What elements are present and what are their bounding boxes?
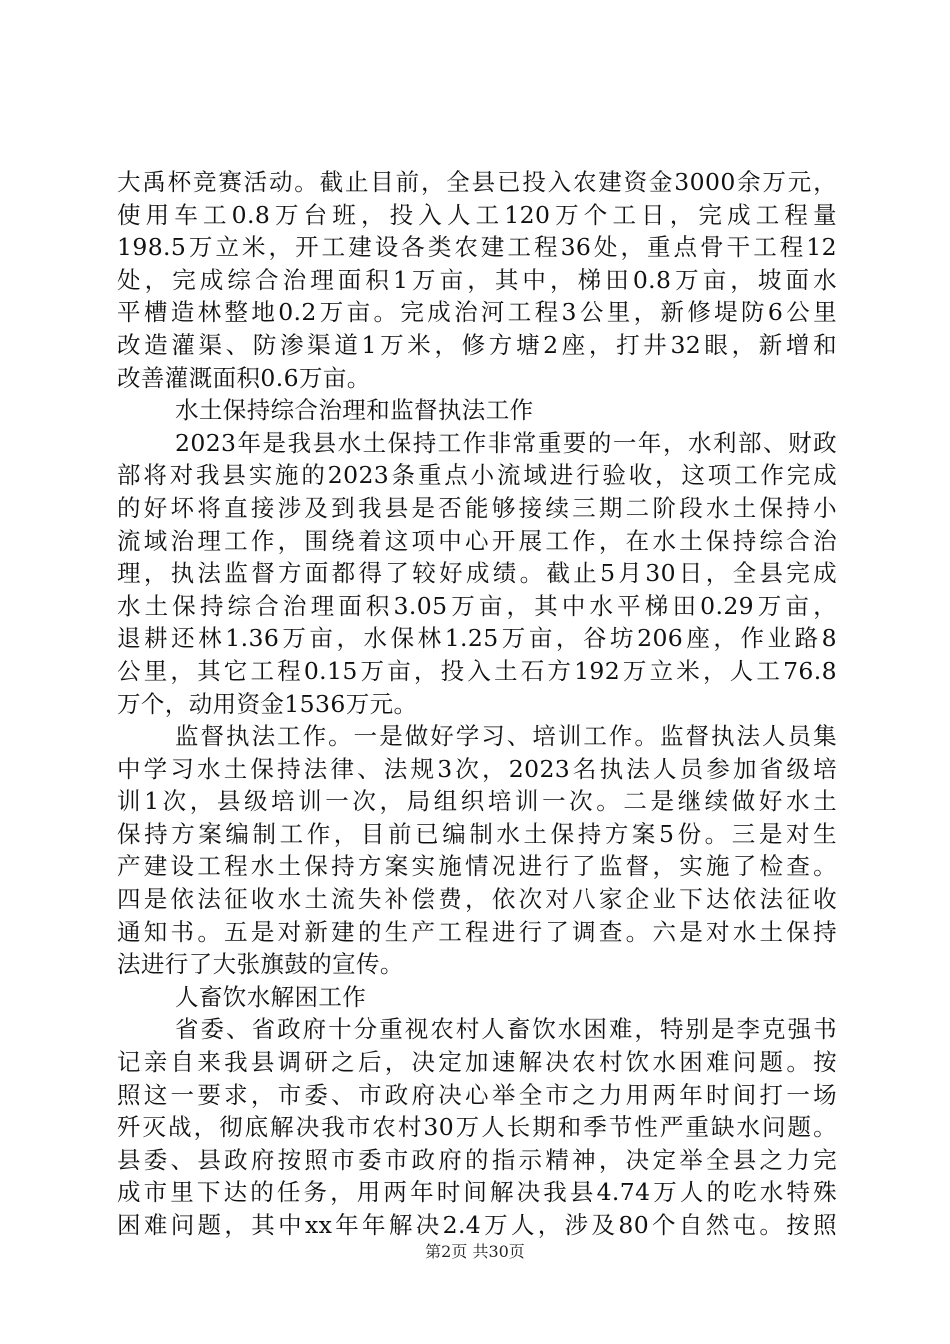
text-line: 记亲自来我县调研之后，决定加速解决农村饮水困难问题。按 (117, 1048, 837, 1077)
text-line: 保持方案编制工作，目前已编制水土保持方案5份。三是对生 (117, 819, 837, 848)
text-line: 平槽造林整地0.2万亩。完成治河工程3公里，新修堤防6公里 (117, 298, 837, 327)
text-line: 改善灌溉面积0.6万亩。 (117, 363, 371, 392)
document-body (117, 166, 837, 1242)
text-line: 成市里下达的任务，用两年时间解决我县4.74万人的吃水特殊 (117, 1178, 837, 1207)
text-line: 大禹杯竞赛活动。截止目前，全县已投入农建资金3000余万元， (117, 168, 837, 196)
para-farmland-construction (117, 166, 837, 394)
text-line: 困难问题，其中xx年年解决2.4万人，涉及80个自然屯。按照 (117, 1211, 837, 1239)
text-line: 水土保持综合治理面积3.05万亩，其中水平梯田0.29万亩， (117, 591, 837, 620)
text-line: 训1次，县级培训一次，局组织培训一次。二是继续做好水土 (117, 787, 837, 816)
section-heading: 人畜饮水解困工作 (175, 982, 367, 1011)
text-line: 流域治理工作，围绕着这项中心开展工作，在水土保持综合治 (117, 526, 837, 555)
heading-drinking-water (117, 981, 837, 1014)
para-drinking-water (117, 1013, 837, 1241)
text-line: 理，执法监督方面都得了较好成绩。截止5月30日，全县完成 (117, 559, 837, 588)
text-line: 县委、县政府按照市委市政府的指示精神，决定举全县之力完 (117, 1145, 837, 1174)
text-line: 的好坏将直接涉及到我县是否能够接续三期二阶段水土保持小 (117, 493, 837, 522)
text-line: 四是依法征收水土流失补偿费，依次对八家企业下达依法征收 (117, 885, 837, 914)
text-line: 照这一要求，市委、市政府决心举全市之力用两年时间打一场 (117, 1080, 837, 1109)
text-line: 处，完成综合治理面积1万亩，其中，梯田0.8万亩，坡面水 (117, 265, 837, 294)
text-line: 2023年是我县水土保持工作非常重要的一年，水利部、财政 (175, 428, 837, 457)
heading-soil-conservation (117, 394, 837, 427)
text-line: 中学习水土保持法律、法规3次，2023名执法人员参加省级培 (117, 754, 837, 783)
text-line: 退耕还林1.36万亩，水保林1.25万亩，谷坊206座，作业路8 (117, 624, 837, 653)
text-line: 通知书。五是对新建的生产工程进行了调查。六是对水土保持 (117, 917, 837, 946)
text-line: 产建设工程水土保持方案实施情况进行了监督，实施了检查。 (117, 852, 837, 881)
text-line: 使用车工0.8万台班，投入人工120万个工日，完成工程量 (117, 200, 837, 229)
text-line: 198.5万立米，开工建设各类农建工程36处，重点骨干工程12 (117, 233, 837, 262)
text-line: 监督执法工作。一是做好学习、培训工作。监督执法人员集 (175, 722, 837, 751)
page-number-footer: 第2页 共30页 (425, 1242, 525, 1261)
para-soil-conservation (117, 427, 837, 720)
text-line: 省委、省政府十分重视农村人畜饮水困难，特别是李克强书 (175, 1015, 837, 1044)
text-line: 万个，动用资金1536万元。 (117, 689, 418, 718)
text-line: 公里，其它工程0.15万亩，投入土石方192万立米，人工76.8 (117, 656, 837, 685)
text-line: 歼灭战，彻底解决我市农村30万人长期和季节性严重缺水问题。 (117, 1113, 837, 1142)
text-line: 改造灌渠、防渗渠道1万米，修方塘2座，打井32眼，新增和 (117, 330, 837, 359)
text-line: 部将对我县实施的2023条重点小流域进行验收，这项工作完成 (117, 461, 837, 490)
section-heading: 水土保持综合治理和监督执法工作 (175, 396, 534, 425)
text-line: 法进行了大张旗鼓的宣传。 (117, 950, 404, 979)
para-supervision (117, 720, 837, 981)
